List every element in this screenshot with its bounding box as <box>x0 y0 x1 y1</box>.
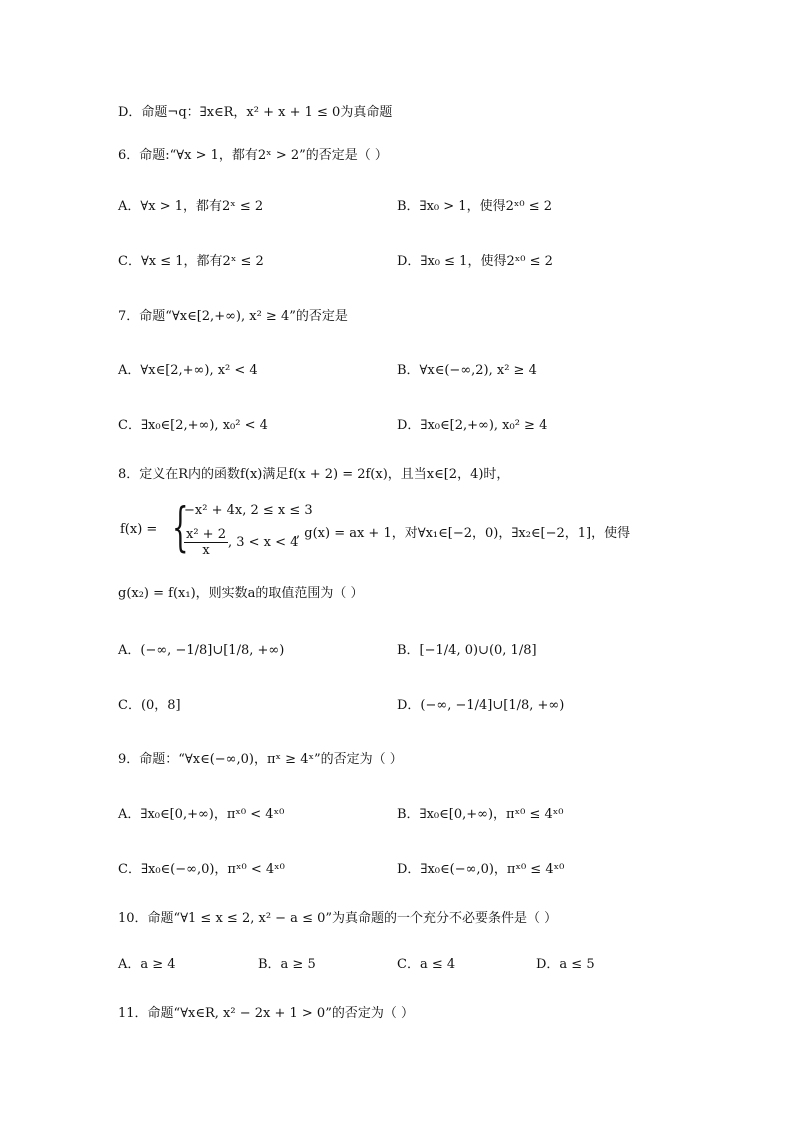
q8-option-c: C．(0，8] <box>118 698 181 713</box>
q7-option-b: B．∀x∈(−∞,2), x² ≥ 4 <box>397 363 537 378</box>
q5-option-d: D．命题¬q：∃x∈R，x² + x + 1 ≤ 0为真命题 <box>118 105 393 120</box>
q8-piecewise-function <box>118 500 638 564</box>
q9-option-a: A．∃x₀∈[0,+∞)，πˣ⁰ < 4ˣ⁰ <box>118 807 285 822</box>
fraction-denominator: x <box>202 543 210 558</box>
q8-option-d: D．(−∞, −1/4]∪[1/8, +∞) <box>397 698 565 713</box>
q9-option-c: C．∃x₀∈(−∞,0)，πˣ⁰ < 4ˣ⁰ <box>118 862 285 877</box>
q6-option-a: A．∀x > 1，都有2ˣ ≤ 2 <box>118 199 264 214</box>
question-9: 9．命题：“∀x∈(−∞,0)，πˣ ≥ 4ˣ”的否定为（ ） <box>118 752 403 767</box>
question-7: 7．命题“∀x∈[2,+∞), x² ≥ 4”的否定是 <box>118 309 348 324</box>
q6-option-b: B．∃x₀ > 1，使得2ˣ⁰ ≤ 2 <box>397 199 552 214</box>
q9-option-b: B．∃x₀∈[0,+∞)，πˣ⁰ ≤ 4ˣ⁰ <box>397 807 564 822</box>
piecewise-f-label: f(x) = <box>120 522 158 537</box>
q9-option-d: D．∃x₀∈(−∞,0)，πˣ⁰ ≤ 4ˣ⁰ <box>397 862 565 877</box>
q8-option-b: B．[−1/4, 0)∪(0, 1/8] <box>397 643 537 658</box>
q6-option-d: D．∃x₀ ≤ 1，使得2ˣ⁰ ≤ 2 <box>397 254 553 269</box>
piecewise-case-2-condition: , 3 < x < 4 <box>227 535 299 550</box>
q7-option-c: C．∃x₀∈[2,+∞), x₀² < 4 <box>118 418 268 433</box>
q10-option-c: C．a ≤ 4 <box>397 957 456 972</box>
q10-option-d: D．a ≤ 5 <box>536 957 595 972</box>
q10-option-b: B．a ≥ 5 <box>258 957 316 972</box>
piecewise-tail: , g(x) = ax + 1，对∀x₁∈[−2，0)，∃x₂∈[−2，1]，使得 <box>296 526 631 541</box>
question-8-tail: g(x₂) = f(x₁)，则实数a的取值范围为（ ） <box>118 586 364 601</box>
q8-option-a: A．(−∞, −1/8]∪[1/8, +∞) <box>118 643 285 658</box>
question-11: 11．命题“∀x∈R, x² − 2x + 1 > 0”的否定为（ ） <box>118 1006 414 1021</box>
piecewise-case-2 <box>184 527 298 558</box>
piecewise-brace: { <box>172 498 189 558</box>
q7-option-d: D．∃x₀∈[2,+∞), x₀² ≥ 4 <box>397 418 548 433</box>
piecewise-case-1: −x² + 4x, 2 ≤ x ≤ 3 <box>184 503 313 518</box>
q6-option-c: C．∀x ≤ 1，都有2ˣ ≤ 2 <box>118 254 264 269</box>
question-8: 8．定义在R内的函数f(x)满足f(x + 2) = 2f(x)，且当x∈[2，4)时， <box>118 467 510 482</box>
question-6: 6．命题:“∀x > 1，都有2ˣ > 2”的否定是（ ） <box>118 148 388 163</box>
question-10: 10．命题“∀1 ≤ x ≤ 2, x² − a ≤ 0”为真命题的一个充分不必要条件是（ ） <box>118 911 558 926</box>
q7-option-a: A．∀x∈[2,+∞), x² < 4 <box>118 363 258 378</box>
fraction-numerator: x² + 2 <box>186 527 226 542</box>
q10-option-a: A．a ≥ 4 <box>118 957 176 972</box>
fraction <box>184 527 228 558</box>
